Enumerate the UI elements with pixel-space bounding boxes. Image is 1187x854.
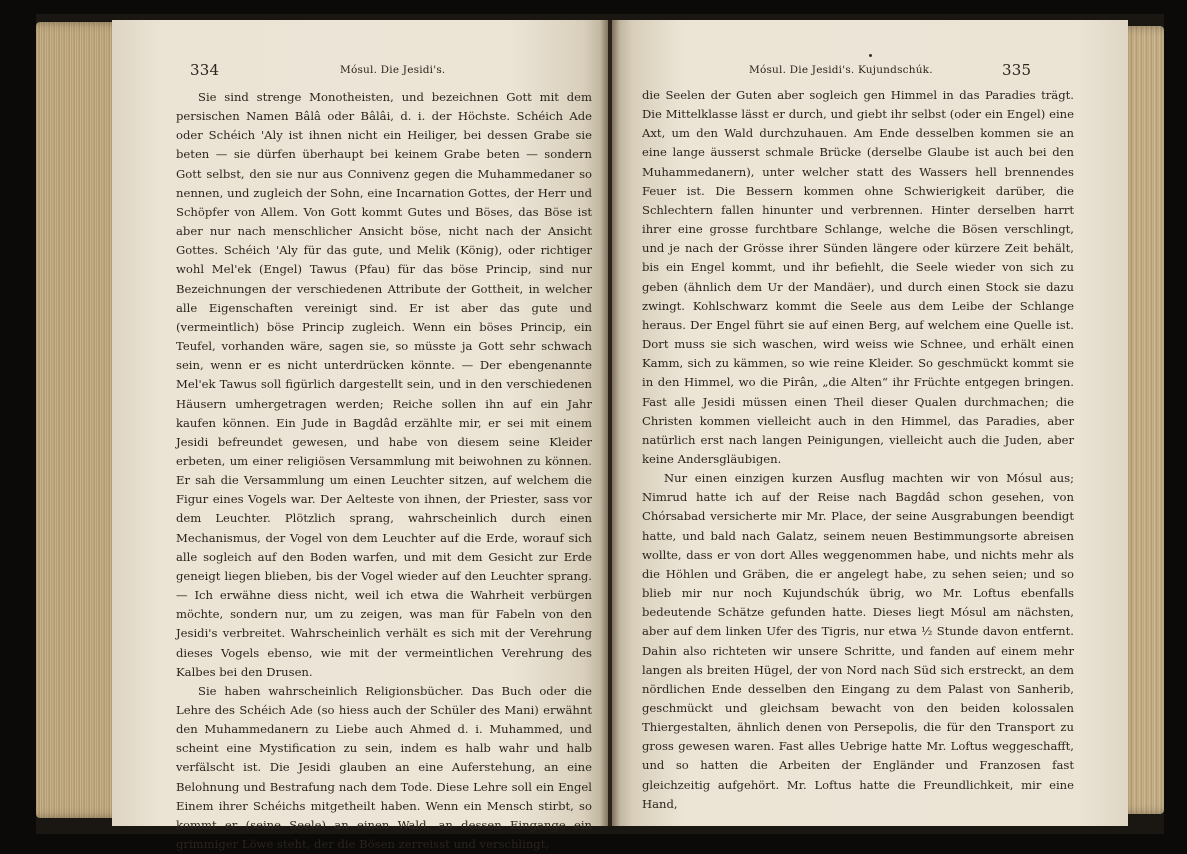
right-page (612, 20, 1128, 826)
left-running-head: Mósul. Die Jesidi's. (340, 64, 446, 76)
right-paragraph-2: Nur einen einzigen kurzen Ausflug machten wir von Mósul aus; Nimrud hatte ich auf der Reise nach Bagdâd schon gesehen, von Chórsabad versicherte mir Mr. Place, der seine Ausgrabungen beendigt hatte, und bald nach Galatz, seinem neuen Bestimmungsorte abreisen wollte, dass er von dort Alles weggenommen habe, und nichts mehr als die Höhlen und Gräben, die er angelegt habe, zu sehen seien; und so blieb mir nur noch Kujundschúk übrig, wo Mr. Loftus ebenfalls bedeutende Schätze gefunden hatte. Dieses liegt Mósul am nächsten, aber auf dem linken Ufer des Tigris, nur etwa ½ Stunde davon entfernt. Dahin also richteten wir unsere Schritte, und fanden auf einem mehr langen als breiten Hügel, der von Nord nach Süd sich erstreckt, an dem nördlichen Ende desselben den Eingang zu dem Palast von Sanherib, geschmückt und gleichsam bewacht von den beiden kolossalen Thiergestalten, ähnlich denen von Persepolis, die für den Transport zu gross gewesen waren. Fast alles Uebrige hatte Mr. Loftus weggeschafft, und so hatten die Arbeiten der Engländer und Franzosen fast gleichzeitig aufgehört. Mr. Loftus hatte die Freundlichkeit, mir eine Hand, (642, 471, 1074, 811)
left-page-body (176, 88, 592, 854)
left-page-number: 334 (190, 61, 220, 79)
left-page-header (190, 62, 590, 82)
right-page-header (612, 62, 1128, 82)
ink-speck (869, 54, 872, 57)
right-page-body (642, 86, 1074, 814)
book-gutter (600, 20, 620, 826)
left-page (112, 20, 608, 852)
right-page-number: 335 (1002, 61, 1032, 79)
left-paragraph-2: Sie haben wahrscheinlich Religionsbücher. Das Buch oder die Lehre des Schéich Ade (so hiess auch der Schüler des Mani) erwähnt den Muhammedanern zu Liebe auch Ahmed d. i. Muhammed, und scheint eine Mystification zu sein, indem es halb wahr und halb verfälscht ist. Die Jesidi glauben an eine Auferstehung, an eine Belohnung und Bestrafung nach dem Tode. Diese Lehre soll ein Engel Einem ihrer Schéichs mitgetheilt haben. Wenn ein Mensch stirbt, so kommt er (seine Seele) an einen Wald, an dessen Eingange ein grimmiger Löwe steht, der die Bösen zerreisst und verschlingt, (176, 683, 592, 852)
left-paragraph-1: Sie sind strenge Monotheisten, und bezeichnen Gott mit dem persischen Namen Bâlâ oder Bâlâi, d. i. der Höchste. Schéich Ade oder Schéich 'Aly ist ihnen nicht ein Heiliger, bei dessen Grabe sie beten — sie dürfen überhaupt bei keinem Grabe beten — sondern Gott selbst, den sie nur aus Connivenz gegen die Muhammedaner so nennen, und zugleich der Sohn, eine Incarnation Gottes, der Herr und Schöpfer von Allem. Von Gott kommt Gutes und Böses, das Böse ist aber nur nach menschlicher Ansicht böse, nicht nach der Ansicht Gottes. Schéich 'Aly für das gute, und Melik (König), oder richtiger wohl Mel'ek (Engel) Tawus (Pfau) für das böse Princip, sind nur Bezeichnungen der verschiedenen Attribute der Gottheit, in welcher alle Eigenschaften vereinigt sind. Er ist aber das gute und (vermeintlich) böse Princip zugleich. Wenn ein böses Princip, ein Teufel, vorhanden wäre, sagen sie, so müsste ja Gott sehr schwach sein, wenn er es nicht unterdrücken könnte. — Der ebengenannte Mel'ek Tawus soll figürlich dargestellt sein, und in den verschiedenen Häusern umhergetragen werden; Reiche sollen ihn auf ein Jahr kaufen können. Ein Jude in Bagdâd erzählte mir, er sei mit einem Jesidi befreundet gewesen, und habe von diesem seine Kleider erbeten, um einer religiösen Versammlung mit beiwohnen zu können. Er sah die Versammlung um einen Leuchter sitzen, auf welchem die Figur eines Vogels war. Der Aelteste von ihnen, der Priester, sass vor dem Leuchter. Plötzlich sprang, wahrscheinlich durch einen Mechanismus, der Vogel von dem Leuchter auf die Erde, worauf sich alle sogleich auf den Boden warfen, und mit dem Gesicht zur Erde geneigt liegen blieben, bis der Vogel wieder auf den Leuchter sprang. — Ich erwähne diess nicht, weil ich etwa die Wahrheit verbürgen möchte, sondern nur, um zu zeigen, was man für Fabeln von den Jesidi's verbreitet. Wahrscheinlich verhält es sich mit der Verehrung dieses Vogels ebenso, wie mit der vermeintlichen Verehrung des Kalbes bei den Drusen. (176, 90, 592, 679)
right-paragraph-1: die Seelen der Guten aber sogleich gen Himmel in das Paradies trägt. Die Mittelklasse lässt er durch, und giebt ihr selbst (oder ein Engel) eine Axt, um den Wald durchzuhauen. Am Ende desselben kommen sie an eine lange äusserst schmale Brücke (derselbe Glaube ist auch bei den Muhammedanern), unter welcher statt des Wassers hell brennendes Feuer ist. Die Bessern kommen ohne Schwierigkeit darüber, die Schlechtern fallen hinunter und verbrennen. Hinter derselben harrt ihrer eine grosse furchtbare Schlange, welche die Bösen verschlingt, und je nach der Grösse ihrer Sünden längere oder kürzere Zeit behält, bis ein Engel kommt, und ihr befiehlt, die Seele wieder von sich zu geben (ähnlich dem Ur der Mandäer), und durch einen Stock sie dazu zwingt. Kohlschwarz kommt die Seele aus dem Leibe der Schlange heraus. Der Engel führt sie auf einen Berg, auf welchem eine Quelle ist. Dort muss sie sich waschen, wird weiss wie Schnee, und erhält einen Kamm, sich zu kämmen, so wie reine Kleider. So geschmückt kommt sie in den Himmel, wo die Pirân, „die Alten“ ihr Früchte entgegen bringen. Fast alle Jesidi müssen einen Theil dieser Qualen durchmachen; die Christen kommen vielleicht auch in den Himmel, das Paradies, aber natürlich erst nach langen Peinigungen, vielleicht auch die Juden, aber keine Andersgläubigen. (642, 88, 1074, 466)
right-running-head: Mósul. Die Jesidi's. Kujundschúk. (749, 64, 933, 76)
